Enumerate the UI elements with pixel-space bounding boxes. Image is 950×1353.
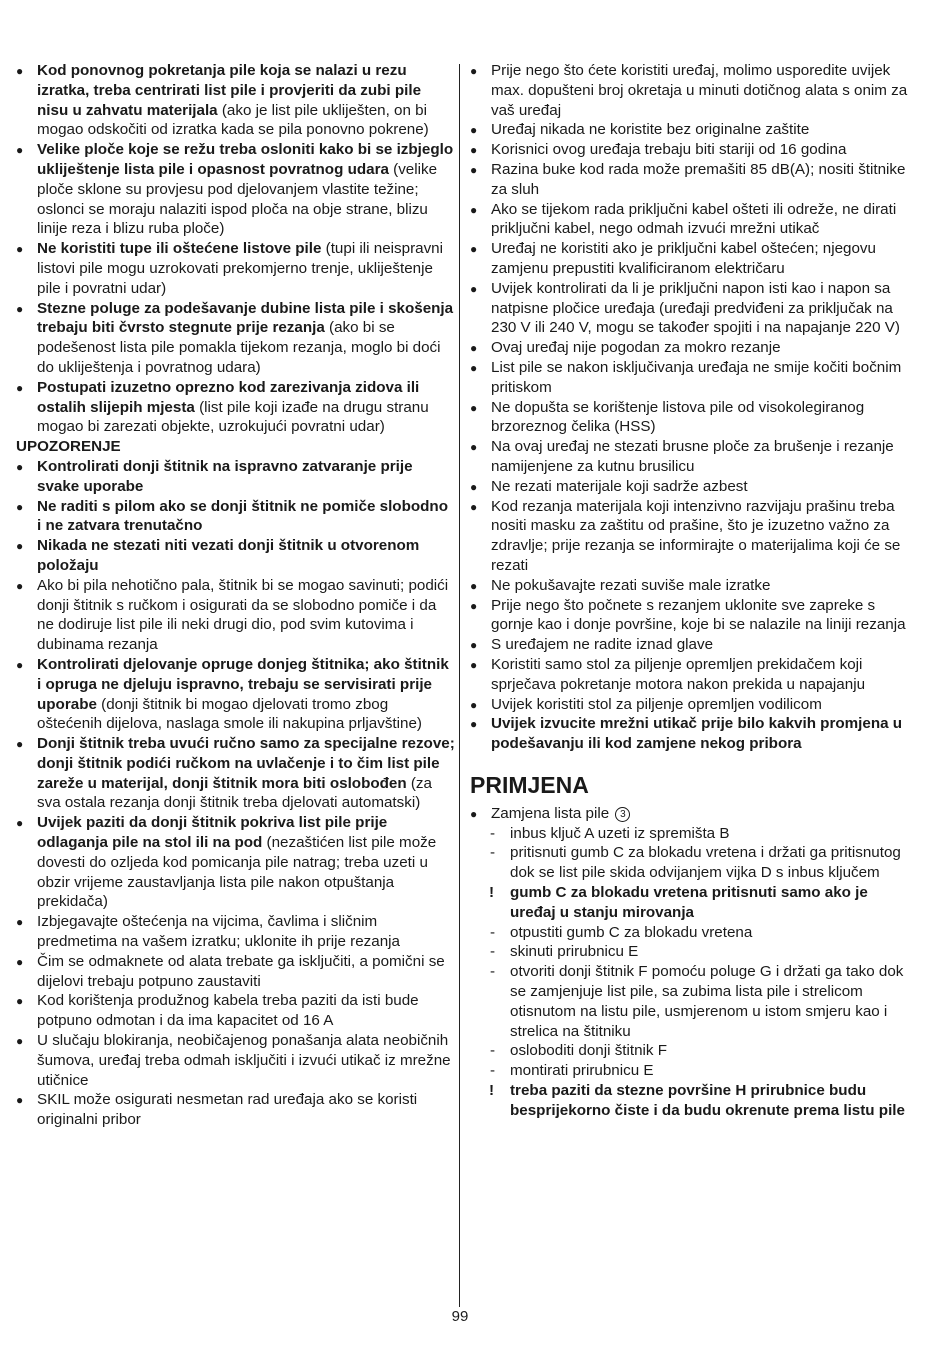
step-text: osloboditi donji štitnik F [510, 1042, 668, 1060]
upozorenje-heading: UPOZORENJE [16, 438, 121, 456]
step-text: montirati prirubnicu E [510, 1062, 654, 1080]
list-item [470, 239, 910, 279]
list-item-text: Uvijek kontrolirati da li je priključni napon isti kao i napon sa natpisne pločice uređaja (uređaji predviđeni za priključak na 230 V ili 240 V, mogu se također spojiti i na napajanje 220 V) [491, 279, 900, 337]
list-item-bold: Ne raditi s pilom ako se donji štitnik ne pomiče slobodno i ne zatvara trenutačno [37, 497, 448, 535]
list-item [16, 813, 456, 912]
page-number: 99 [451, 1308, 469, 1325]
warning-step [470, 1081, 910, 1121]
list-item [470, 576, 910, 596]
list-item-bold: Kontrolirati donji štitnik na ispravno zatvaranje prije svake uporabe [37, 457, 413, 495]
step-text: treba paziti da stezne površine H prirubnice budu besprijekorno čiste i da budu okrenute prema listu pile [510, 1082, 905, 1119]
step-text: gumb C za blokadu vretena pritisnuti samo ako je uređaj u stanju mirovanja [510, 884, 868, 921]
step-item [470, 923, 910, 943]
primjena-list [470, 804, 910, 824]
list-item [470, 358, 910, 398]
steps-list [470, 824, 910, 1121]
list-item [470, 437, 910, 477]
primjena-label: Zamjena lista pile [491, 804, 610, 822]
list-item-text: Ne rezati materijale koji sadrže azbest [491, 477, 748, 495]
list-item-text: (nezaštićen list pile može dovesti do ozljeda kod pomicanja pile natrag; treba uzeti u obzir vrijeme zaustavljanja lista pile nakon otpuštanja prekidača) [37, 834, 437, 911]
list-item [470, 120, 910, 140]
list-item-text: (za sva ostala rezanja donji štitnik treba djelovati automatski) [37, 774, 432, 812]
step-text: inbus ključ A uzeti iz spremišta B [510, 824, 730, 842]
list-item-text: (ako je list pile ukliješten, on bi mogao odskočiti od izratka kada se pila ponovno pokrene) [37, 101, 429, 139]
list-item [470, 140, 910, 160]
list-item-text: Na ovaj uređaj ne stezati brusne ploče za brušenje i rezanje namijenjene za kutnu brusilicu [491, 438, 894, 475]
list-item [16, 912, 456, 952]
list-item-text: Razina buke kod rada može premašiti 85 dB(A); nositi štitnike za sluh [491, 160, 906, 198]
list-item [16, 299, 456, 378]
list-item-text: Ne pokušavajte rezati suviše male izratke [491, 576, 771, 594]
list-item [16, 655, 456, 734]
list-item-text: Kod korištenja produžnog kabela treba paziti da isti bude potpuno odmotan i da ima kapacitet od 16 A [37, 992, 419, 1030]
list-item-bold: Uvijek paziti da donji štitnik pokriva list pile prije odlaganja pile na stol ili na pod [37, 814, 388, 852]
list-item-bold: Postupati izuzetno oprezno kod zarezivanja zidova ili ostalih slijepih mjesta [37, 378, 420, 416]
list-item-text: Ako bi pila nehotično pala, štitnik bi se mogao savinuti; podići donji štitnik s ručkom i osigurati da se slobodno pomiče i da ne dodiruje list pile ili neki drugi dio, pod svim kutovima i dubinama rezanja [37, 576, 449, 654]
list-item [16, 378, 456, 437]
list-item [470, 695, 910, 715]
step-item [470, 942, 910, 962]
list-item [470, 497, 910, 576]
list-item-text: Uređaj nikada ne koristite bez originalne zaštite [491, 121, 810, 139]
list-item-bold: Velike ploče koje se režu treba osloniti kako bi se izbjeglo ukliještenje lista pile i opasnost povratnog udara [37, 141, 454, 178]
step-item [470, 843, 910, 883]
list-item-bold: Kontrolirati djelovanje opruge donjeg štitnika; ako štitnik i opruga ne djeluju ispravno, trebaju se servisirati prije uporabe [37, 655, 449, 713]
list-item [16, 61, 456, 140]
list-item [16, 140, 456, 239]
list-item-bold: Kod ponovnog pokretanja pile koja se nalazi u rezu izratka, treba centrirati list pile i provjeriti da zubi pile nisu u zahvatu materijala [37, 62, 422, 119]
list-item [470, 477, 910, 497]
list-item-bold: Ne koristiti tupe ili oštećene listove pile [37, 240, 322, 258]
step-text: skinuti prirubnicu E [510, 943, 639, 961]
list-item-text: (donji štitnik bi mogao djelovati tromo zbog oštećenih dijelova, naslaga smole ili nakupina prljavštine) [37, 695, 422, 733]
section-title: PRIMJENA [470, 771, 589, 798]
list-item [470, 596, 910, 636]
list-item-text: (velike ploče sklone su provjesu pod djelovanjem vlastite težine; oslonci se moraju nalaziti ispod ploča na obje strane, blizu linije reza i blizu ruba ploče) [37, 160, 438, 238]
list-item [16, 576, 456, 655]
list-item [470, 655, 910, 695]
list-item [16, 497, 456, 537]
step-item [470, 1061, 910, 1081]
list-item-text: Ne dopušta se korištenje listova pile od visokolegiranog brzoreznog čelika (HSS) [491, 398, 865, 436]
list-item-text: S uređajem ne radite iznad glave [491, 636, 714, 654]
safety-list-3 [470, 61, 910, 754]
list-item [470, 200, 910, 240]
list-item-text: Koristiti samo stol za piljenje opremljen prekidačem koji sprječava pokretanje motora nakon prekida u napajanju [491, 655, 866, 693]
step-item [470, 824, 910, 844]
warning-step [470, 883, 910, 923]
list-item-text: Čim se odmaknete od alata trebate ga isključiti, a pomični se dijelovi trebaju potpuno zaustaviti [37, 952, 445, 990]
list-item [16, 1090, 456, 1130]
list-item [16, 239, 456, 298]
list-item-text: (list pile koji izađe na drugu stranu mogao bi zarezati objekte, uzrokujući povratni udar) [37, 398, 429, 436]
list-item-text: Prije nego što počnete s rezanjem uklonite sve zapreke s gornje kao i donje površine, koje bi se nalazile na liniji rezanja [491, 596, 906, 634]
list-item [16, 536, 456, 576]
list-item [470, 714, 910, 754]
safety-list-2 [16, 457, 456, 1130]
list-item [16, 991, 456, 1031]
list-item [470, 338, 910, 358]
step-text: pritisnuti gumb C za blokadu vretena i držati ga pritisnutog dok se list pile skida odvijanjem vijka D s inbus ključem [510, 844, 901, 882]
list-item [470, 635, 910, 655]
step-item [470, 1041, 910, 1061]
list-item [470, 61, 910, 120]
list-item-text: (ako bi se podešenost lista pile pomakla tijekom rezanja, moglo bi doći do ukliještenja i povratnog udara) [37, 319, 441, 376]
list-item [16, 1031, 456, 1090]
list-item-text: Uređaj ne koristiti ako je priključni kabel oštećen; njegovu zamjenu prepustiti kvalificiranom električaru [491, 240, 876, 277]
list-item-text: List pile se nakon isključivanja uređaja ne smije kočiti bočnim pritiskom [491, 358, 902, 396]
list-item [470, 160, 910, 200]
list-item [470, 279, 910, 338]
list-item [16, 952, 456, 992]
list-item-bold: Uvijek izvucite mrežni utikač prije bilo kakvih promjena u podešavanju ili kod zamjene nekog pribora [491, 715, 903, 753]
list-item-text: Prije nego što ćete koristiti uređaj, molimo usporedite uvijek max. dopušteni broj okretaja u minuti dotičnog alata s onim za vaš uređaj [491, 62, 908, 119]
step-text: otpustiti gumb C za blokadu vretena [510, 923, 753, 941]
list-item-text: Ovaj uređaj nije pogodan za mokro rezanje [491, 339, 781, 357]
right-column [470, 61, 910, 1121]
list-item-bold: Nikada ne stezati niti vezati donji štitnik u otvorenom položaju [37, 537, 420, 574]
list-item [470, 804, 910, 824]
list-item-text: Kod rezanja materijala koji intenzivno razvijaju prašinu treba nositi masku za zaštitu od prašine, što je izuzetno važno za zdravlje; prije rezanja se informirajte o materijalima koji će se rezati [491, 497, 901, 574]
left-column [16, 61, 456, 1130]
figure-ref: 3 [615, 807, 630, 822]
list-item-bold: Donji štitnik treba uvući ručno samo za specijalne rezove; donji štitnik podići ručkom na uvlačenje i to čim list pile zareže u materijal, donji štitnik mora biti oslobođen [37, 735, 455, 792]
list-item-text: Ako se tijekom rada priključni kabel ošteti ili odreže, ne dirati priključni kabel, nego odmah izvući mrežni utikač [491, 200, 897, 238]
list-item-text: (tupi ili neispravni listovi pile mogu uzrokovati prekomjerno trenje, ukliještenje pile i povratni udar) [37, 240, 443, 297]
list-item-text: Korisnici ovog uređaja trebaju biti stariji od 16 godina [491, 141, 847, 159]
list-item-bold: Stezne poluge za podešavanje dubine lista pile i skošenja trebaju biti čvrsto stegnute prije rezanja [37, 299, 454, 337]
column-divider [459, 64, 460, 1307]
list-item-text: Uvijek koristiti stol za piljenje opremljen vodilicom [491, 695, 822, 713]
step-text: otvoriti donji štitnik F pomoću poluge G i držati ga tako dok se zamjenjuje list pile, sa zubima lista pile i strelicom otisnutom na listu pile, usmjerenom u istom smjeru kao i strelica na štitniku [510, 963, 904, 1040]
list-item-text: SKIL može osigurati nesmetan rad uređaja ako se koristi originalni pribor [37, 1091, 418, 1129]
list-item [16, 734, 456, 813]
step-item [470, 962, 910, 1041]
list-item-text: U slučaju blokiranja, neobičajenog ponašanja alata neobičnih šumova, uređaj treba odmah isključiti i izvući utikač iz mrežne utičnice [37, 1032, 451, 1089]
list-item [16, 457, 456, 497]
list-item [470, 398, 910, 438]
safety-list-1 [16, 61, 456, 437]
list-item-text: Izbjegavajte oštećenja na vijcima, čavlima i sličnim predmetima na vašem izratku; uklonite ih prije rezanja [37, 913, 400, 951]
